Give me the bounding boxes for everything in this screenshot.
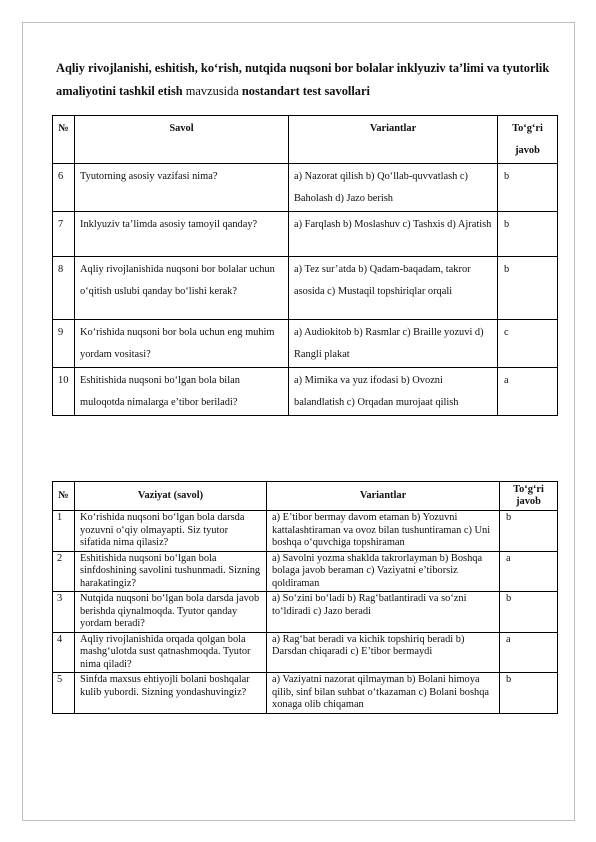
row-variants: a) Vaziyatni nazorat qilmayman b) Bolani himoya qilib, sinf bilan suhbat o‘tkazaman c) Bolani boshqa xonaga olib chiqaman: [267, 673, 500, 714]
row-situation: Eshitishida nuqsoni bo‘lgan bola sinfdoshining savolini tushunmadi. Sizning harakatingiz?: [75, 551, 267, 592]
table-row: [53, 320, 558, 368]
row-question: Ko‘rishida nuqsoni bor bola uchun eng muhim yordam vositasi?: [75, 320, 289, 368]
row-number: 2: [53, 551, 75, 592]
header-number: №: [53, 116, 75, 164]
row-number: 8: [53, 257, 75, 320]
table-row: [53, 164, 558, 212]
document-heading: [56, 57, 556, 103]
row-answer: b: [498, 257, 558, 320]
row-question: Aqliy rivojlanishida nuqsoni bor bolalar uchun o‘qitish uslubi qanday bo‘lishi kerak?: [75, 257, 289, 320]
row-answer: b: [500, 592, 558, 633]
row-number: 3: [53, 592, 75, 633]
row-answer: a: [498, 368, 558, 416]
row-number: 5: [53, 673, 75, 714]
header-variants: Variantlar: [267, 482, 500, 511]
table-header-row: [53, 482, 558, 511]
situation-questions-table: [52, 481, 558, 714]
row-variants: a) Tez sur’atda b) Qadam-baqadam, takror asosida c) Mustaqil topshiriqlar orqali: [289, 257, 498, 320]
row-number: 7: [53, 212, 75, 257]
header-variants: Variantlar: [289, 116, 498, 164]
row-variants: a) So‘zini bo‘ladi b) Rag‘batlantiradi va so‘zni to‘ldiradi c) Jazo beradi: [267, 592, 500, 633]
header-question: Savol: [75, 116, 289, 164]
table-row: [53, 632, 558, 673]
row-variants: a) E’tibor bermay davom etaman b) Yozuvni kattalashtiraman va ovoz bilan tushuntiraman c) Uni boshqa o‘quvchiga topshiraman: [267, 511, 500, 552]
table-row: [53, 551, 558, 592]
row-variants: a) Mimika va yuz ifodasi b) Ovozni balandlatish c) Orqadan murojaat qilish: [289, 368, 498, 416]
row-variants: a) Nazorat qilish b) Qo‘llab-quvvatlash c) Baholash d) Jazo berish: [289, 164, 498, 212]
row-variants: a) Savolni yozma shaklda takrorlayman b) Boshqa bolaga javob beraman c) Vaziyatni e’tiborsiz qoldiraman: [267, 551, 500, 592]
row-answer: b: [498, 164, 558, 212]
row-answer: a: [500, 632, 558, 673]
row-number: 9: [53, 320, 75, 368]
row-variants: a) Rag‘bat beradi va kichik topshiriq beradi b) Darsdan chiqaradi c) E’tibor bermaydi: [267, 632, 500, 673]
row-situation: Nutqida nuqsoni bo‘lgan bola darsda javob berishda qiynalmoqda. Tyutor qanday yordam beradi?: [75, 592, 267, 633]
row-answer: c: [498, 320, 558, 368]
row-question: Eshitishida nuqsoni bo‘lgan bola bilan muloqotda nimalarga e’tibor beriladi?: [75, 368, 289, 416]
row-situation: Aqliy rivojlanishida orqada qolgan bola mashg‘ulotda sust qatnashmoqda. Tyutor nima qiladi?: [75, 632, 267, 673]
header-answer: To‘g‘ri javob: [500, 482, 558, 511]
test-questions-table: [52, 115, 558, 416]
row-number: 4: [53, 632, 75, 673]
row-situation: Sinfda maxsus ehtiyojli bolani boshqalar kulib yubordi. Sizning yondashuvingiz?: [75, 673, 267, 714]
table-row: [53, 592, 558, 633]
row-question: Tyutorning asosiy vazifasi nima?: [75, 164, 289, 212]
header-situation: Vaziyat (savol): [75, 482, 267, 511]
row-answer: a: [500, 551, 558, 592]
row-variants: a) Farqlash b) Moslashuv c) Tashxis d) Ajratish: [289, 212, 498, 257]
row-question: Inklyuziv ta’limda asosiy tamoyil qanday?: [75, 212, 289, 257]
heading-title: Aqliy rivojlanishi, eshitish, ko‘rish, nutqida nuqsoni bor bolalar inklyuziv ta’limi va tyutorlik amaliyotini tashkil etish: [56, 61, 550, 98]
row-number: 10: [53, 368, 75, 416]
row-number: 1: [53, 511, 75, 552]
header-number: №: [53, 482, 75, 511]
row-variants: a) Audiokitob b) Rasmlar c) Braille yozuvi d) Rangli plakat: [289, 320, 498, 368]
heading-tail: nostandart test savollari: [238, 84, 370, 98]
row-number: 6: [53, 164, 75, 212]
table-header-row: [53, 116, 558, 164]
heading-normal-text: mavzusida: [182, 84, 239, 98]
table-row: [53, 257, 558, 320]
table-row: [53, 511, 558, 552]
table-row: [53, 673, 558, 714]
table-row: [53, 212, 558, 257]
row-answer: b: [500, 511, 558, 552]
table-row: [53, 368, 558, 416]
row-situation: Ko‘rishida nuqsoni bo‘lgan bola darsda yozuvni o‘qiy olmayapti. Siz tyutor sifatida nima qilasiz?: [75, 511, 267, 552]
row-answer: b: [500, 673, 558, 714]
header-answer: To‘g‘ri javob: [498, 116, 558, 164]
row-answer: b: [498, 212, 558, 257]
